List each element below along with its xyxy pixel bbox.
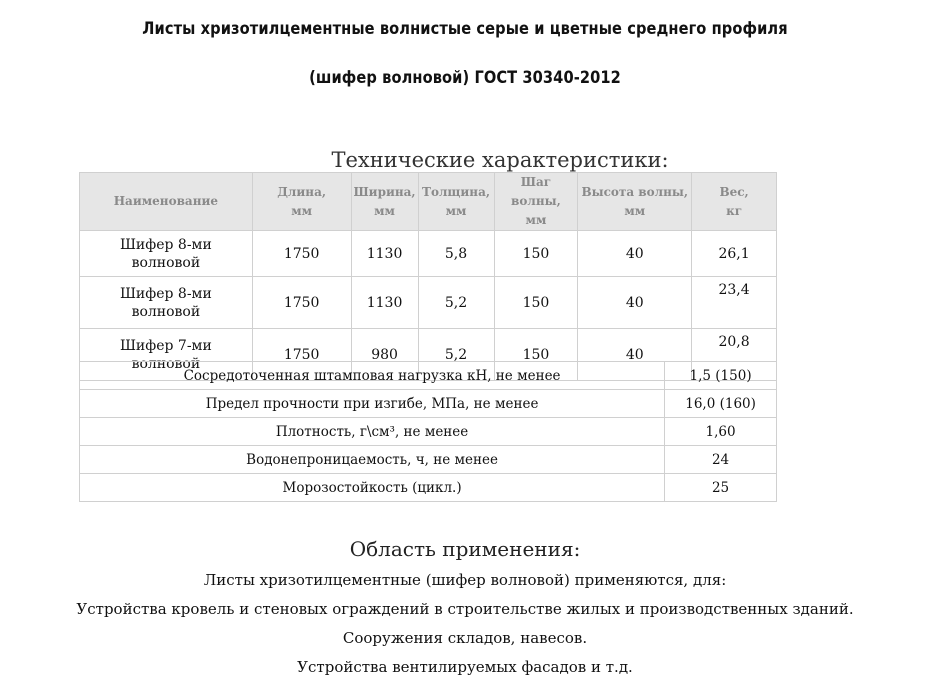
page-title-line-2: (шифер волновой) ГОСТ 30340-2012 xyxy=(309,68,621,88)
weight-value: 26,1 xyxy=(692,231,777,277)
application-line: Устройства вентилируемых фасадов и т.д. xyxy=(297,658,633,676)
col-header-length: Длина, мм xyxy=(252,173,351,231)
table-row xyxy=(80,446,777,474)
specs-table xyxy=(79,172,777,381)
weight-value: 23,4 xyxy=(692,277,777,329)
specs-heading: Технические характеристики: xyxy=(331,148,669,172)
width-value: 1130 xyxy=(351,231,418,277)
col-header-wave-height: Высота волны, мм xyxy=(578,173,692,231)
property-value: 1,60 xyxy=(665,418,777,446)
wave-pitch-value: 150 xyxy=(494,329,578,381)
table-row xyxy=(80,390,777,418)
thickness-value: 5,2 xyxy=(418,329,494,381)
property-value: 25 xyxy=(665,474,777,502)
width-value: 980 xyxy=(351,329,418,381)
thickness-value: 5,2 xyxy=(418,277,494,329)
property-label: Морозостойкость (цикл.) xyxy=(80,474,665,502)
col-header-weight: Вес, кг xyxy=(692,173,777,231)
table-row xyxy=(80,474,777,502)
properties-table xyxy=(79,361,777,502)
property-value: 1,5 (150) xyxy=(665,362,777,390)
property-label: Плотность, г\см³, не менее xyxy=(80,418,665,446)
application-heading: Область применения: xyxy=(349,537,581,561)
table-row xyxy=(80,418,777,446)
table-row xyxy=(80,362,777,390)
length-value: 1750 xyxy=(252,329,351,381)
application-line: Листы хризотилцементные (шифер волновой) применяются, для: xyxy=(203,571,727,589)
product-name: Шифер 8-ми волновой xyxy=(80,231,253,277)
length-value: 1750 xyxy=(252,277,351,329)
property-label: Сосредоточенная штамповая нагрузка кН, не менее xyxy=(80,362,665,390)
product-name: Шифер 7-ми волновой xyxy=(80,329,253,381)
table-row xyxy=(80,277,777,329)
property-value: 16,0 (160) xyxy=(665,390,777,418)
wave-height-value: 40 xyxy=(578,277,692,329)
table-row xyxy=(80,231,777,277)
weight-value: 20,8 xyxy=(692,329,777,381)
thickness-value: 5,8 xyxy=(418,231,494,277)
col-header-width: Ширина, мм xyxy=(351,173,418,231)
property-label: Предел прочности при изгибе, МПа, не менее xyxy=(80,390,665,418)
product-name: Шифер 8-ми волновой xyxy=(80,277,253,329)
wave-height-value: 40 xyxy=(578,231,692,277)
application-line: Сооружения складов, навесов. xyxy=(342,629,588,647)
application-line: Устройства кровель и стеновых ограждений в строительстве жилых и производственных зданий. xyxy=(76,600,854,618)
wave-pitch-value: 150 xyxy=(494,231,578,277)
col-header-thickness: Толщина, мм xyxy=(418,173,494,231)
length-value: 1750 xyxy=(252,231,351,277)
col-header-wave-pitch: Шаг волны, мм xyxy=(494,173,578,231)
property-value: 24 xyxy=(665,446,777,474)
page-title-line-1: Листы хризотилцементные волнистые серые и цветные среднего профиля xyxy=(142,19,788,39)
wave-pitch-value: 150 xyxy=(494,277,578,329)
col-header-name: Наименование xyxy=(80,173,253,231)
property-label: Водонепроницаемость, ч, не менее xyxy=(80,446,665,474)
width-value: 1130 xyxy=(351,277,418,329)
specs-header-row xyxy=(80,173,777,231)
wave-height-value: 40 xyxy=(578,329,692,381)
